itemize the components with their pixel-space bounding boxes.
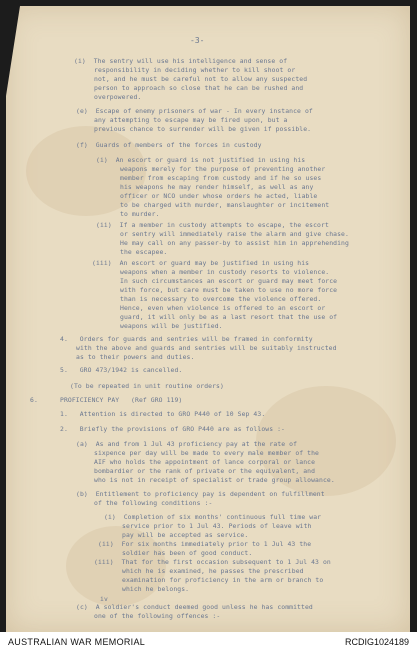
text-line: 5. GRO 473/1942 is cancelled. (60, 366, 183, 374)
text-line: (iii) An escort or guard may be justified in using his (92, 259, 310, 267)
text-line: sixpence per day will be made to every male member of the (94, 449, 320, 457)
text-line: to be charged with murder, manslaughter or incitement (120, 201, 330, 209)
text-line: with the above and guards and sentries will be suitably instructed (76, 344, 337, 352)
text-line: of the following conditions :- (94, 499, 213, 507)
footer-strip (0, 632, 417, 653)
text-line: (c) A soldier's conduct deemed good unless he has committed (76, 603, 313, 611)
text-line: person to approach so close that he can be rushed and (94, 84, 304, 92)
text-line: weapons when a member in custody resorts to violence. (120, 268, 330, 276)
text-line: Hence, even when violence is offered to an escort or (120, 304, 326, 312)
text-line: (i) Completion of six months' continuous full time war (104, 513, 322, 521)
page-number: -3- (190, 36, 205, 45)
text-line: which he belongs. (122, 585, 190, 593)
text-line: (iii) That for the first occasion subsequent to 1 Jul 43 on (94, 558, 331, 566)
text-line: weapons merely for the purpose of preventing another (120, 165, 326, 173)
footer-institution: AUSTRALIAN WAR MEMORIAL (8, 637, 146, 647)
text-line: member from escaping from custody and if he so uses (120, 174, 322, 182)
text-line: (b) Entitlement to proficiency pay is dependent on fulfillment (76, 490, 325, 498)
text-line: or sentry will immediately raise the alarm and give chase. (120, 230, 349, 238)
text-line: to murder. (120, 210, 160, 218)
text-line: examination for proficiency in the arm or branch to (122, 576, 324, 584)
text-line: pay will be accepted as service. (122, 531, 249, 539)
text-line: officer or NCO under whose orders he acted, liable (120, 192, 318, 200)
text-line: overpowered. (94, 93, 142, 101)
text-line: (ii) For six months immediately prior to 1 Jul 43 the (98, 540, 312, 548)
text-line: one of the following offences :- (94, 612, 221, 620)
text-line: the escapee. (120, 248, 168, 256)
text-line: guard, it will only be as a last resort that the use of (120, 313, 338, 321)
text-line: (e) Escape of enemy prisoners of war - In every instance of (76, 107, 313, 115)
text-line: AIF who holds the appointment of lance corporal or lance (94, 458, 316, 466)
text-line: iv (100, 595, 108, 603)
text-line: (ii) If a member in custody attempts to escape, the escort (96, 221, 329, 229)
text-line: (i) An escort or guard is not justified in using his (96, 156, 306, 164)
text-line: weapons will be justified. (120, 322, 223, 330)
text-line: service prior to 1 Jul 43. Periods of leave with (122, 522, 312, 530)
text-line: 1. Attention is directed to GRO P440 of 10 Sep 43. (60, 410, 266, 418)
text-line: with force, but care must be taken to use no more force (120, 286, 338, 294)
text-line: than is necessary to overcome the violence offered. (120, 295, 322, 303)
text-line: any attempting to escape may be fired upon, but a (94, 116, 288, 124)
text-line: (To be repeated in unit routine orders) (70, 382, 224, 390)
text-line: as to their powers and duties. (76, 353, 195, 361)
footer-catalogue-id: RCDIG1024189 (344, 637, 409, 647)
text-line: (f) Guards of members of the forces in custody (76, 141, 262, 149)
text-line: responsibility in deciding whether to kill shoot or (94, 66, 296, 74)
text-line: not, and he must be careful not to allow any suspected (94, 75, 308, 83)
text-line: who is not in receipt of specialist or trade group allowance. (94, 476, 335, 484)
text-line: soldier has been of good conduct. (122, 549, 253, 557)
text-line: 4. Orders for guards and sentries will be framed in conformity (60, 335, 313, 343)
text-line: In such circumstances an escort or guard may meet force (120, 277, 338, 285)
text-line: his weapons he may render himself, as well as any (120, 183, 314, 191)
text-line: 2. Briefly the provisions of GRO P440 are as follows :- (60, 425, 286, 433)
text-line: 6. (30, 396, 38, 404)
text-line: which he is examined, he passes the prescribed (122, 567, 304, 575)
text-line: He may call on any passer-by to assist him in apprehending (120, 239, 349, 247)
text-line: PROFICIENCY PAY (Ref GRO 119) (60, 396, 183, 404)
text-line: (a) As and from 1 Jul 43 proficiency pay at the rate of (76, 440, 298, 448)
text-line: previous chance to surrender will be given if possible. (94, 125, 312, 133)
text-line: (i) The sentry will use his intelligence and sense of (74, 57, 288, 65)
text-line: bombardier or the rank of private or the equivalent, and (94, 467, 316, 475)
